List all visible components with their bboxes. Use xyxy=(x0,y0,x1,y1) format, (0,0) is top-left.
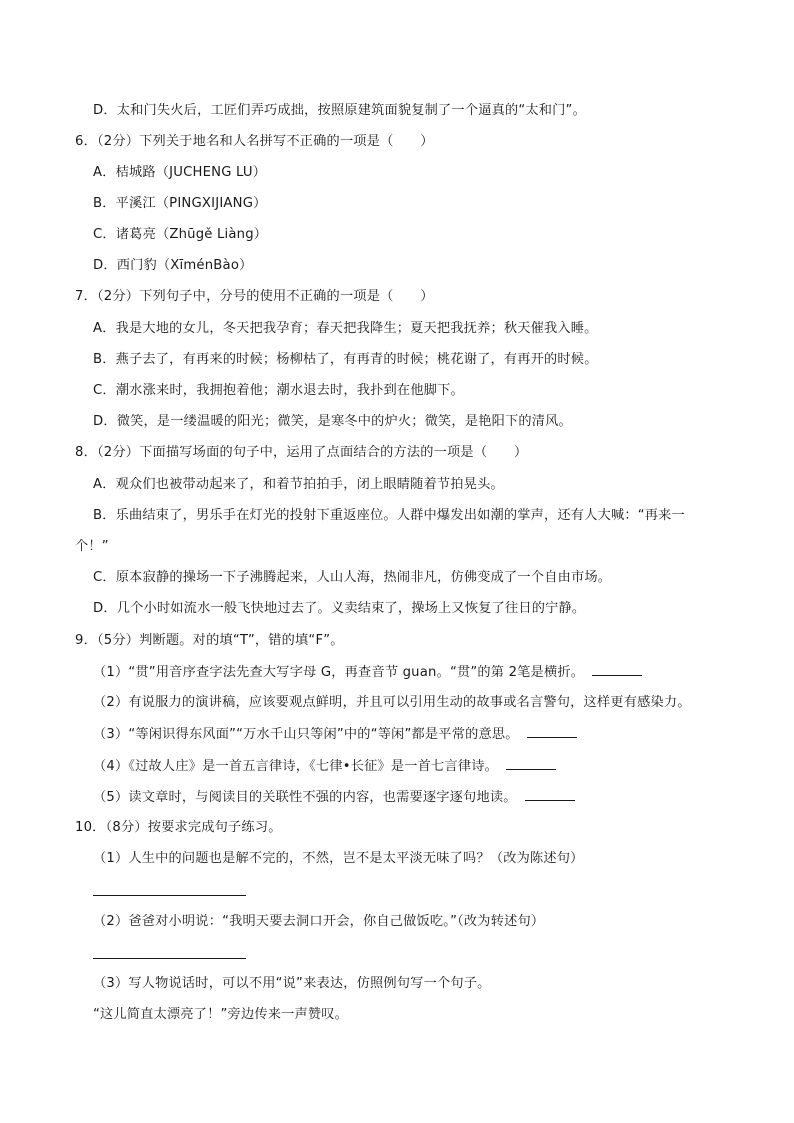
q9-item-1-text: （1）“贯”用音序查字法先查大写字母 G，再查音节 guan。“贯”的第 2笔是横折。 xyxy=(93,665,585,680)
q9-item-1 xyxy=(93,663,642,682)
q9-item-3-text: （3）“等闲识得东风面”“万水千山只等闲”中的“等闲”都是平常的意思。 xyxy=(93,727,519,742)
q8-option-d: D．几个小时如流水一般飞快地过去了。义卖结束了，操场上又恢复了往日的宁静。 xyxy=(93,601,586,616)
q10-1-answer-line[interactable] xyxy=(93,895,246,896)
q6-option-a: A．桔城路（JUCHENG LU） xyxy=(93,165,267,180)
q6-option-b: B．平溪江（PINGXIJIANG） xyxy=(93,196,267,211)
answer-blank[interactable] xyxy=(506,757,556,770)
q7-option-b: B．燕子去了，有再来的时候；杨柳枯了，有再青的时候；桃花谢了，有再开的时候。 xyxy=(93,352,598,367)
q9-item-2 xyxy=(93,694,691,712)
q9-item-5-text: （5）读文章时，与阅读目的关联性不强的内容，也需要逐字逐句地读。 xyxy=(93,790,517,805)
question-10: 10．（8分）按要求完成句子练习。 xyxy=(75,820,282,835)
q9-item-5 xyxy=(93,788,575,807)
q7-option-c: C．潮水涨来时，我拥抱着他；潮水退去时，我扑到在他脚下。 xyxy=(93,383,464,398)
answer-blank[interactable] xyxy=(592,663,642,676)
question-7: 7．（2分）下列句子中，分号的使用不正确的一项是（ ） xyxy=(75,289,434,304)
q6-option-d: D．西门豹（XīménBào） xyxy=(93,258,253,273)
q10-3-example: “这儿简直太漂亮了！”旁边传来一声赞叹。 xyxy=(93,1007,349,1022)
q7-option-a: A．我是大地的女儿，冬天把我孕育；春天把我降生；夏天把我抚养；秋天催我入睡。 xyxy=(93,321,598,336)
q6-option-c: C．诸葛亮（Zhūgě Liàng） xyxy=(93,227,268,242)
question-8: 8．（2分）下面描写场面的句子中，运用了点面结合的方法的一项是（ ） xyxy=(75,445,528,460)
q9-item-2-text: （2）有说服力的演讲稿，应该要观点鲜明，并且可以引用生动的故事或名言警句，这样更有感染力。 xyxy=(93,695,691,710)
q8-option-b-line1: B．乐曲结束了，男乐手在灯光的投射下重返座位。人群中爆发出如潮的掌声，还有人大喊：“再来一 xyxy=(93,508,685,523)
q9-item-4-text: （4）《过故人庄》是一首五言律诗，《七律•长征》是一首七言律诗。 xyxy=(93,759,498,774)
q8-option-a: A．观众们也被带动起来了，和着节拍拍手，闭上眼睛随着节拍晃头。 xyxy=(93,477,504,492)
q8-option-c: C．原本寂静的操场一下子沸腾起来，人山人海，热闹非凡，仿佛变成了一个自由市场。 xyxy=(93,570,612,585)
answer-blank[interactable] xyxy=(525,788,575,801)
q8-option-b-line2: 个！” xyxy=(75,539,109,554)
question-6: 6．（2分）下列关于地名和人名拼写不正确的一项是（ ） xyxy=(75,134,434,149)
q10-item-1: （1）人生中的问题也是解不完的，不然，岂不是太平淡无味了吗？（改为陈述句） xyxy=(93,851,584,866)
question-9: 9．（5分）判断题。对的填“T”，错的填“F”。 xyxy=(75,633,344,648)
q9-item-4 xyxy=(93,757,556,776)
q10-item-2: （2）爸爸对小明说：“我明天要去洞口开会，你自己做饭吃。”（改为转述句） xyxy=(93,914,545,929)
q9-item-3 xyxy=(93,725,577,744)
q10-item-3: （3）写人物说话时，可以不用“说”来表达，仿照例句写一个句子。 xyxy=(93,976,491,991)
q7-option-d: D．微笑，是一缕温暖的阳光；微笑，是寒冬中的炉火；微笑，是艳阳下的清风。 xyxy=(93,414,572,429)
answer-blank[interactable] xyxy=(527,725,577,738)
q10-2-answer-line[interactable] xyxy=(93,958,246,959)
q5-option-d: D．太和门失火后，工匠们弄巧成拙，按照原建筑面貌复制了一个逼真的“太和门”。 xyxy=(93,103,586,118)
